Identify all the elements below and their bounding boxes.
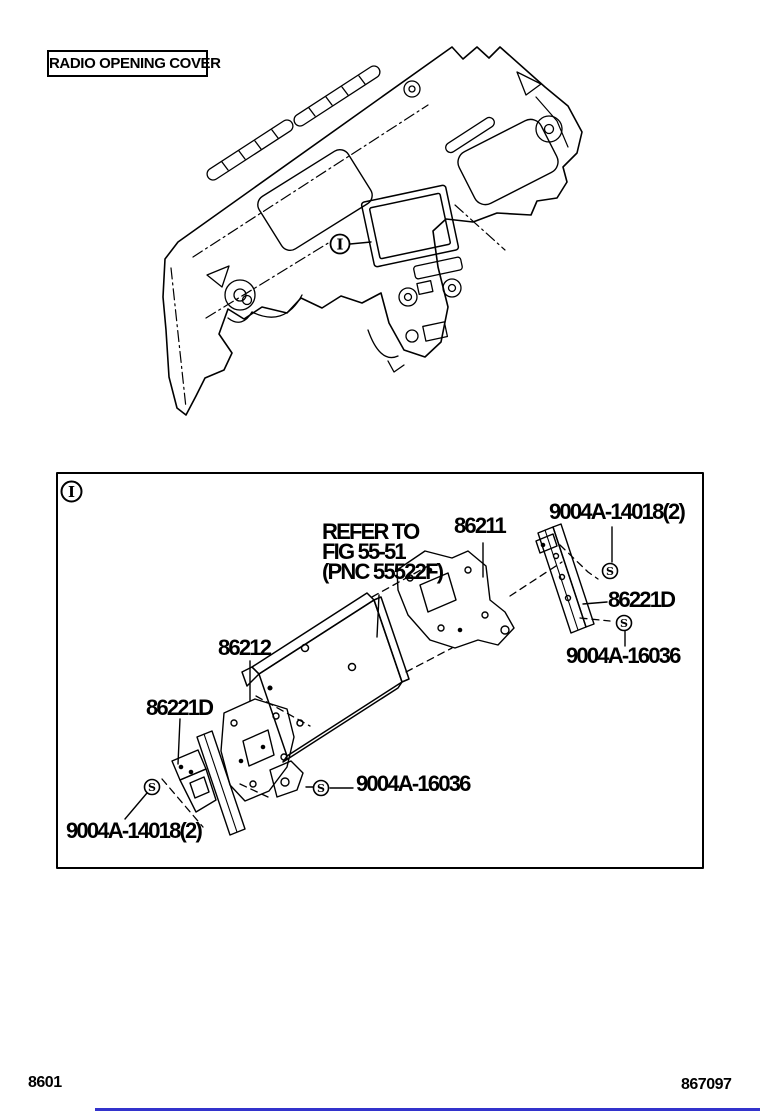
screw-symbol-left-icon [145, 780, 160, 795]
part-label-86221d-left: 86221D [146, 695, 213, 720]
section-ref-callout-i-icon [62, 482, 82, 502]
steering-column-lines [228, 295, 404, 372]
svg-text:S: S [148, 781, 156, 794]
refer-note-line2: FIG 55-51 [322, 539, 405, 564]
section-callout-letter: I [336, 235, 344, 254]
part-label-86212: 86212 [218, 635, 271, 660]
figure-number-left: 8601 [28, 1074, 62, 1091]
svg-text:S: S [606, 565, 614, 578]
radio-opening-bezel [361, 185, 459, 267]
part-label-9004a-16036-center: 9004A-16036 [356, 771, 470, 796]
part-label-86211: 86211 [454, 513, 505, 538]
figure-number-right: 867097 [681, 1076, 732, 1093]
defroster-vent-slots [205, 64, 496, 183]
bottom-blue-rule [95, 1108, 760, 1111]
dashboard-illustration [163, 47, 582, 415]
figure-title: RADIO OPENING COVER [49, 55, 221, 72]
refer-note-line3: (PNC 55522F) [322, 559, 443, 584]
screw-symbol-center-icon [314, 781, 329, 796]
part-label-9004a-14018-left: 9004A-14018(2) [66, 818, 202, 843]
rail-right-drawing [536, 524, 594, 633]
screw-symbol-top-right-icon [603, 564, 618, 579]
screw-symbol-mid-right-icon [617, 616, 632, 631]
section-callout-i-icon [331, 235, 372, 254]
svg-text:S: S [620, 617, 628, 630]
dashboard-outline [163, 47, 582, 415]
side-vents-and-speakers [207, 72, 562, 310]
refer-note-line1: REFER TO [322, 519, 419, 544]
hvac-controls [399, 257, 463, 342]
part-label-86221d-right: 86221D [608, 587, 675, 612]
refer-note [322, 519, 443, 584]
part-label-9004a-16036-right: 9004A-16036 [566, 643, 680, 668]
svg-text:S: S [317, 782, 325, 795]
instrument-cluster-opening [254, 146, 376, 254]
radio-unit-drawing [242, 593, 409, 762]
part-label-9004a-14018-right: 9004A-14018(2) [549, 499, 685, 524]
section-ref-letter: I [67, 483, 76, 501]
